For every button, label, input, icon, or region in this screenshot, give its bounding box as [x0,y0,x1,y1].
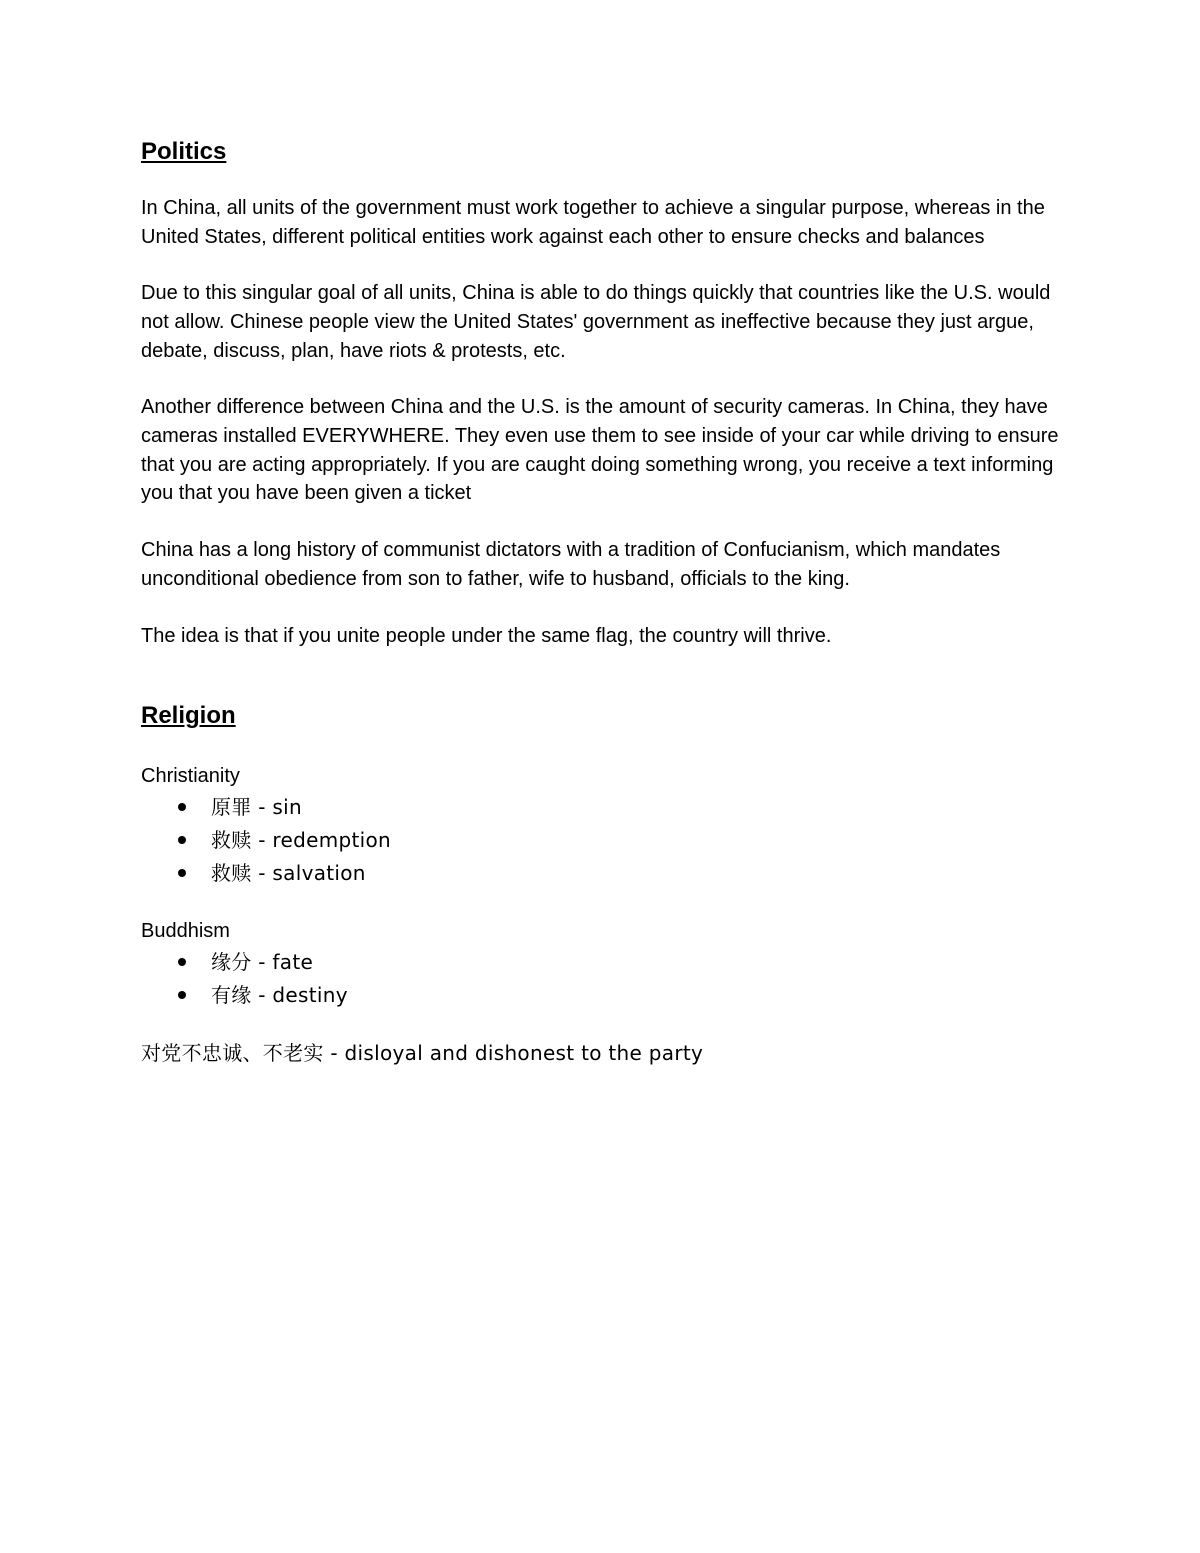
christianity-term-list [141,791,1071,890]
list-item [141,979,1071,1012]
term-text: 原罪 - sin [211,795,302,820]
religion-section [141,761,1071,1068]
list-item [141,824,1071,857]
document-page [141,138,1071,1068]
party-term: 对党不忠诚、不老实 - disloyal and dishonest to the party [141,1041,704,1066]
bullet-icon [178,958,186,966]
politics-paragraph: Due to this singular goal of all units, China is able to do things quickly that countries like the U.S. would not allow. Chinese people view the United States' government as ineffective because they just argue, debate, discuss, plan, have riots & protests, etc. [141,282,1051,362]
politics-paragraph: China has a long history of communist dictators with a tradition of Confucianism, which mandates unconditional obedience from son to father, wife to husband, officials to the king. [141,539,1001,590]
politics-section [141,194,1071,650]
buddhism-term-list [141,946,1071,1012]
politics-paragraph: The idea is that if you unite people under the same flag, the country will thrive. [141,624,832,647]
politics-paragraph: Another difference between China and the U.S. is the amount of security cameras. In China, they have cameras installed EVERYWHERE. They even use them to see inside of your car while driving to ensure that you are acting appropriately. If you are caught doing something wrong, you receive a text informing you that you have been given a ticket [141,396,1059,505]
term-text: 有缘 - destiny [211,983,348,1008]
christianity-label: Christianity [141,765,240,788]
list-item [141,857,1071,890]
term-text: 救赎 - redemption [211,828,392,853]
term-text: 缘分 - fate [211,950,314,975]
religion-heading: Religion [141,702,236,730]
list-item [141,946,1071,979]
buddhism-label: Buddhism [141,920,230,943]
bullet-icon [178,836,186,844]
politics-paragraph: In China, all units of the government must work together to achieve a singular purpose, whereas in the United States, different political entities work against each other to ensure checks and balances [141,196,1045,248]
bullet-icon [178,991,186,999]
bullet-icon [178,869,186,877]
term-text: 救赎 - salvation [211,861,366,886]
politics-heading: Politics [141,138,227,165]
list-item [141,791,1071,824]
bullet-icon [178,803,186,811]
